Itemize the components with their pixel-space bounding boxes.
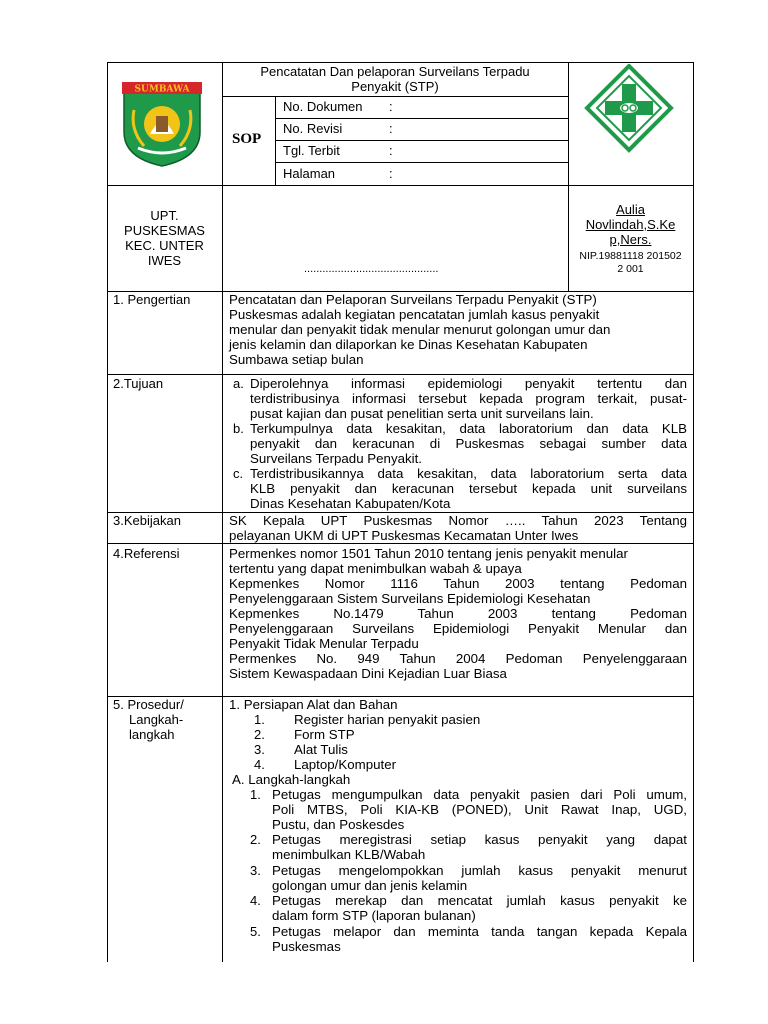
referensi-line: Sistem Kewaspadaan Dini Kejadian Luar Biasa	[229, 666, 507, 681]
field-no-revisi-sep: :	[389, 121, 393, 136]
row-line-pengertian	[107, 374, 694, 375]
steps-title: A. Langkah-langkah	[232, 772, 351, 787]
field-no-revisi-label: No. Revisi	[283, 121, 343, 136]
prep-item-number: 1.	[254, 712, 265, 727]
tujuan-b-line: penyakit dan keracunan di Puskesmas sebagai sumber data	[250, 436, 687, 451]
row-line-field3	[275, 162, 568, 163]
signer-name-line3: p,Ners.	[609, 232, 652, 247]
tujuan-marker-b: b.	[233, 421, 244, 436]
field-no-dokumen-label: No. Dokumen	[283, 99, 363, 114]
label-prosedur-line2: Langkah-	[129, 712, 184, 727]
field-halaman-label: Halaman	[283, 166, 336, 181]
crest-banner-text: SUMBAWA	[134, 84, 190, 95]
prep-title: 1. Persiapan Alat dan Bahan	[229, 697, 398, 712]
referensi-line: Kepmenkes Nomor 1116 Tahun 2003 tentang Pedoman	[229, 576, 687, 591]
referensi-line: Permenkes nomor 1501 Tahun 2010 tentang jenis penyakit menular	[229, 546, 628, 561]
step-number: 2.	[250, 832, 261, 847]
step-line: dalam form STP (laporan bulanan)	[272, 908, 476, 923]
step-line: Petugas mengelompokkan jumlah kasus penyakit menurut	[272, 863, 687, 878]
prep-item-number: 2.	[254, 727, 265, 742]
step-line: Puskesmas	[272, 939, 341, 954]
referensi-line: Penyakit Tidak Menular Terpadu	[229, 636, 419, 651]
row-line-kebijakan	[107, 543, 694, 544]
step-line: Petugas mengumpulkan data penyakit pasien dari Poli umum,	[272, 787, 687, 802]
unit-line3: KEC. UNTER	[125, 238, 204, 253]
prep-item-text: Laptop/Komputer	[294, 757, 397, 772]
referensi-line: Permenkes No. 949 Tahun 2004 Pedoman Penyelenggaraan	[229, 651, 687, 666]
table-border-top	[107, 62, 694, 63]
prep-item-text: Register harian penyakit pasien	[294, 712, 481, 727]
row-line-field2	[275, 140, 568, 141]
field-no-dokumen-sep: :	[389, 99, 393, 114]
referensi-line: Kepmenkes No.1479 Tahun 2003 tentang Pedoman	[229, 606, 687, 621]
field-tgl-terbit-sep: :	[389, 143, 393, 158]
prep-item-number: 3.	[254, 742, 265, 757]
referensi-line: Penyelenggaraan Surveilans Epidemiologi Penyakit Menular dan	[229, 621, 687, 636]
step-line: Pustu, dan Poskesdes	[272, 817, 405, 832]
label-pengertian: 1. Pengertian	[113, 292, 191, 307]
pengertian-line: Sumbawa setiap bulan	[229, 352, 364, 367]
kebijakan-line: pelayanan UKM di UPT Puskesmas Kecamatan Unter Iwes	[229, 528, 579, 543]
step-line: Petugas merekap dan mencatat jumlah kasus penyakit ke	[272, 893, 687, 908]
signer-nip-line2: 2 001	[617, 263, 644, 275]
signature-dotted-line: ............................................	[304, 263, 439, 275]
referensi-line: tertentu yang dapat menimbulkan wabah & upaya	[229, 561, 522, 576]
step-line: Petugas melapor dan meminta tanda tangan kepada Kepala	[272, 924, 687, 939]
pengertian-line: Puskesmas adalah kegiatan pencatatan jumlah kasus penyakit	[229, 307, 600, 322]
tujuan-a-line: pusat kajian dan pusat penelitian serta unit surveilans lain.	[250, 406, 594, 421]
tujuan-b-line: Surveilans Terpadu Penyakit.	[250, 451, 422, 466]
document-title-line1: Pencatatan Dan pelaporan Surveilans Terpadu	[260, 64, 530, 79]
step-line: golongan umur dan jenis kelamin	[272, 878, 468, 893]
unit-line1: UPT.	[150, 208, 179, 223]
prep-item-number: 4.	[254, 757, 265, 772]
pengertian-line: Pencatatan dan Pelaporan Surveilans Terpadu Penyakit (STP)	[229, 292, 597, 307]
sumbawa-crest-logo	[120, 80, 204, 168]
row-line-title	[222, 96, 568, 97]
step-number: 3.	[250, 863, 261, 878]
pengertian-line: jenis kelamin dan dilaporkan ke Dinas Kesehatan Kabupaten	[229, 337, 588, 352]
label-referensi: 4.Referensi	[113, 546, 180, 561]
tujuan-marker-a: a.	[233, 376, 244, 391]
step-number: 5.	[250, 924, 261, 939]
signer-name-line2: Novlindah,S.Ke	[585, 217, 676, 232]
step-number: 1.	[250, 787, 261, 802]
pengertian-line: menular dan penyakit tidak menular menurut golongan umur dan	[229, 322, 611, 337]
unit-line2: PUSKESMAS	[124, 223, 205, 238]
tujuan-a-line: terdistribusinya informasi tersebut kepada program terkait, pusat-	[250, 391, 687, 406]
signer-name-line1: Aulia	[616, 202, 645, 217]
row-line-field1	[275, 118, 568, 119]
label-prosedur-line3: langkah	[129, 727, 175, 742]
sop-label: SOP	[232, 131, 262, 147]
kebijakan-line: SK Kepala UPT Puskesmas Nomor ….. Tahun 2023 Tentang	[229, 513, 687, 528]
field-tgl-terbit-label: Tgl. Terbit	[283, 143, 340, 158]
unit-line4: IWES	[147, 253, 182, 268]
tujuan-c-line: KLB penyakit dan keracunan tersebut kepada unit surveilans	[250, 481, 687, 496]
tujuan-c-line: Dinas Kesehatan Kabupaten/Kota	[250, 496, 451, 511]
step-number: 4.	[250, 893, 261, 908]
step-line: Poli MTBS, Poli KIA-KB (PONED), Unit Rawat Inap, UGD,	[272, 802, 687, 817]
label-tujuan: 2.Tujuan	[113, 376, 164, 391]
step-line: Petugas meregistrasi setiap kasus penyakit yang dapat	[272, 832, 687, 847]
signer-nip-line1: NIP.19881118 201502	[579, 250, 682, 262]
row-line-referensi	[107, 696, 694, 697]
label-prosedur-line1: 5. Prosedur/	[113, 697, 184, 712]
row-line-header-bottom	[107, 185, 694, 186]
document-title-line2: Penyakit (STP)	[351, 79, 439, 94]
tujuan-a-line: Diperolehnya informasi epidemiologi penyakit tertentu dan	[250, 376, 687, 391]
tujuan-b-line: Terkumpulnya data kesakitan, data laboratorium dan data KLB	[250, 421, 687, 436]
referensi-line: Penyelenggaraan Sistem Surveilans Epidemiologi Kesehatan	[229, 591, 591, 606]
tujuan-c-line: Terdistribusikannya data kesakitan, data laboratorium serta data	[250, 466, 687, 481]
prep-item-text: Alat Tulis	[294, 742, 348, 757]
puskesmas-logo	[583, 64, 675, 154]
label-kebijakan: 3.Kebijakan	[113, 513, 181, 528]
field-halaman-sep: :	[389, 166, 393, 181]
step-line: menimbulkan KLB/Wabah	[272, 847, 426, 862]
prep-item-text: Form STP	[294, 727, 355, 742]
tujuan-marker-c: c.	[233, 466, 244, 481]
